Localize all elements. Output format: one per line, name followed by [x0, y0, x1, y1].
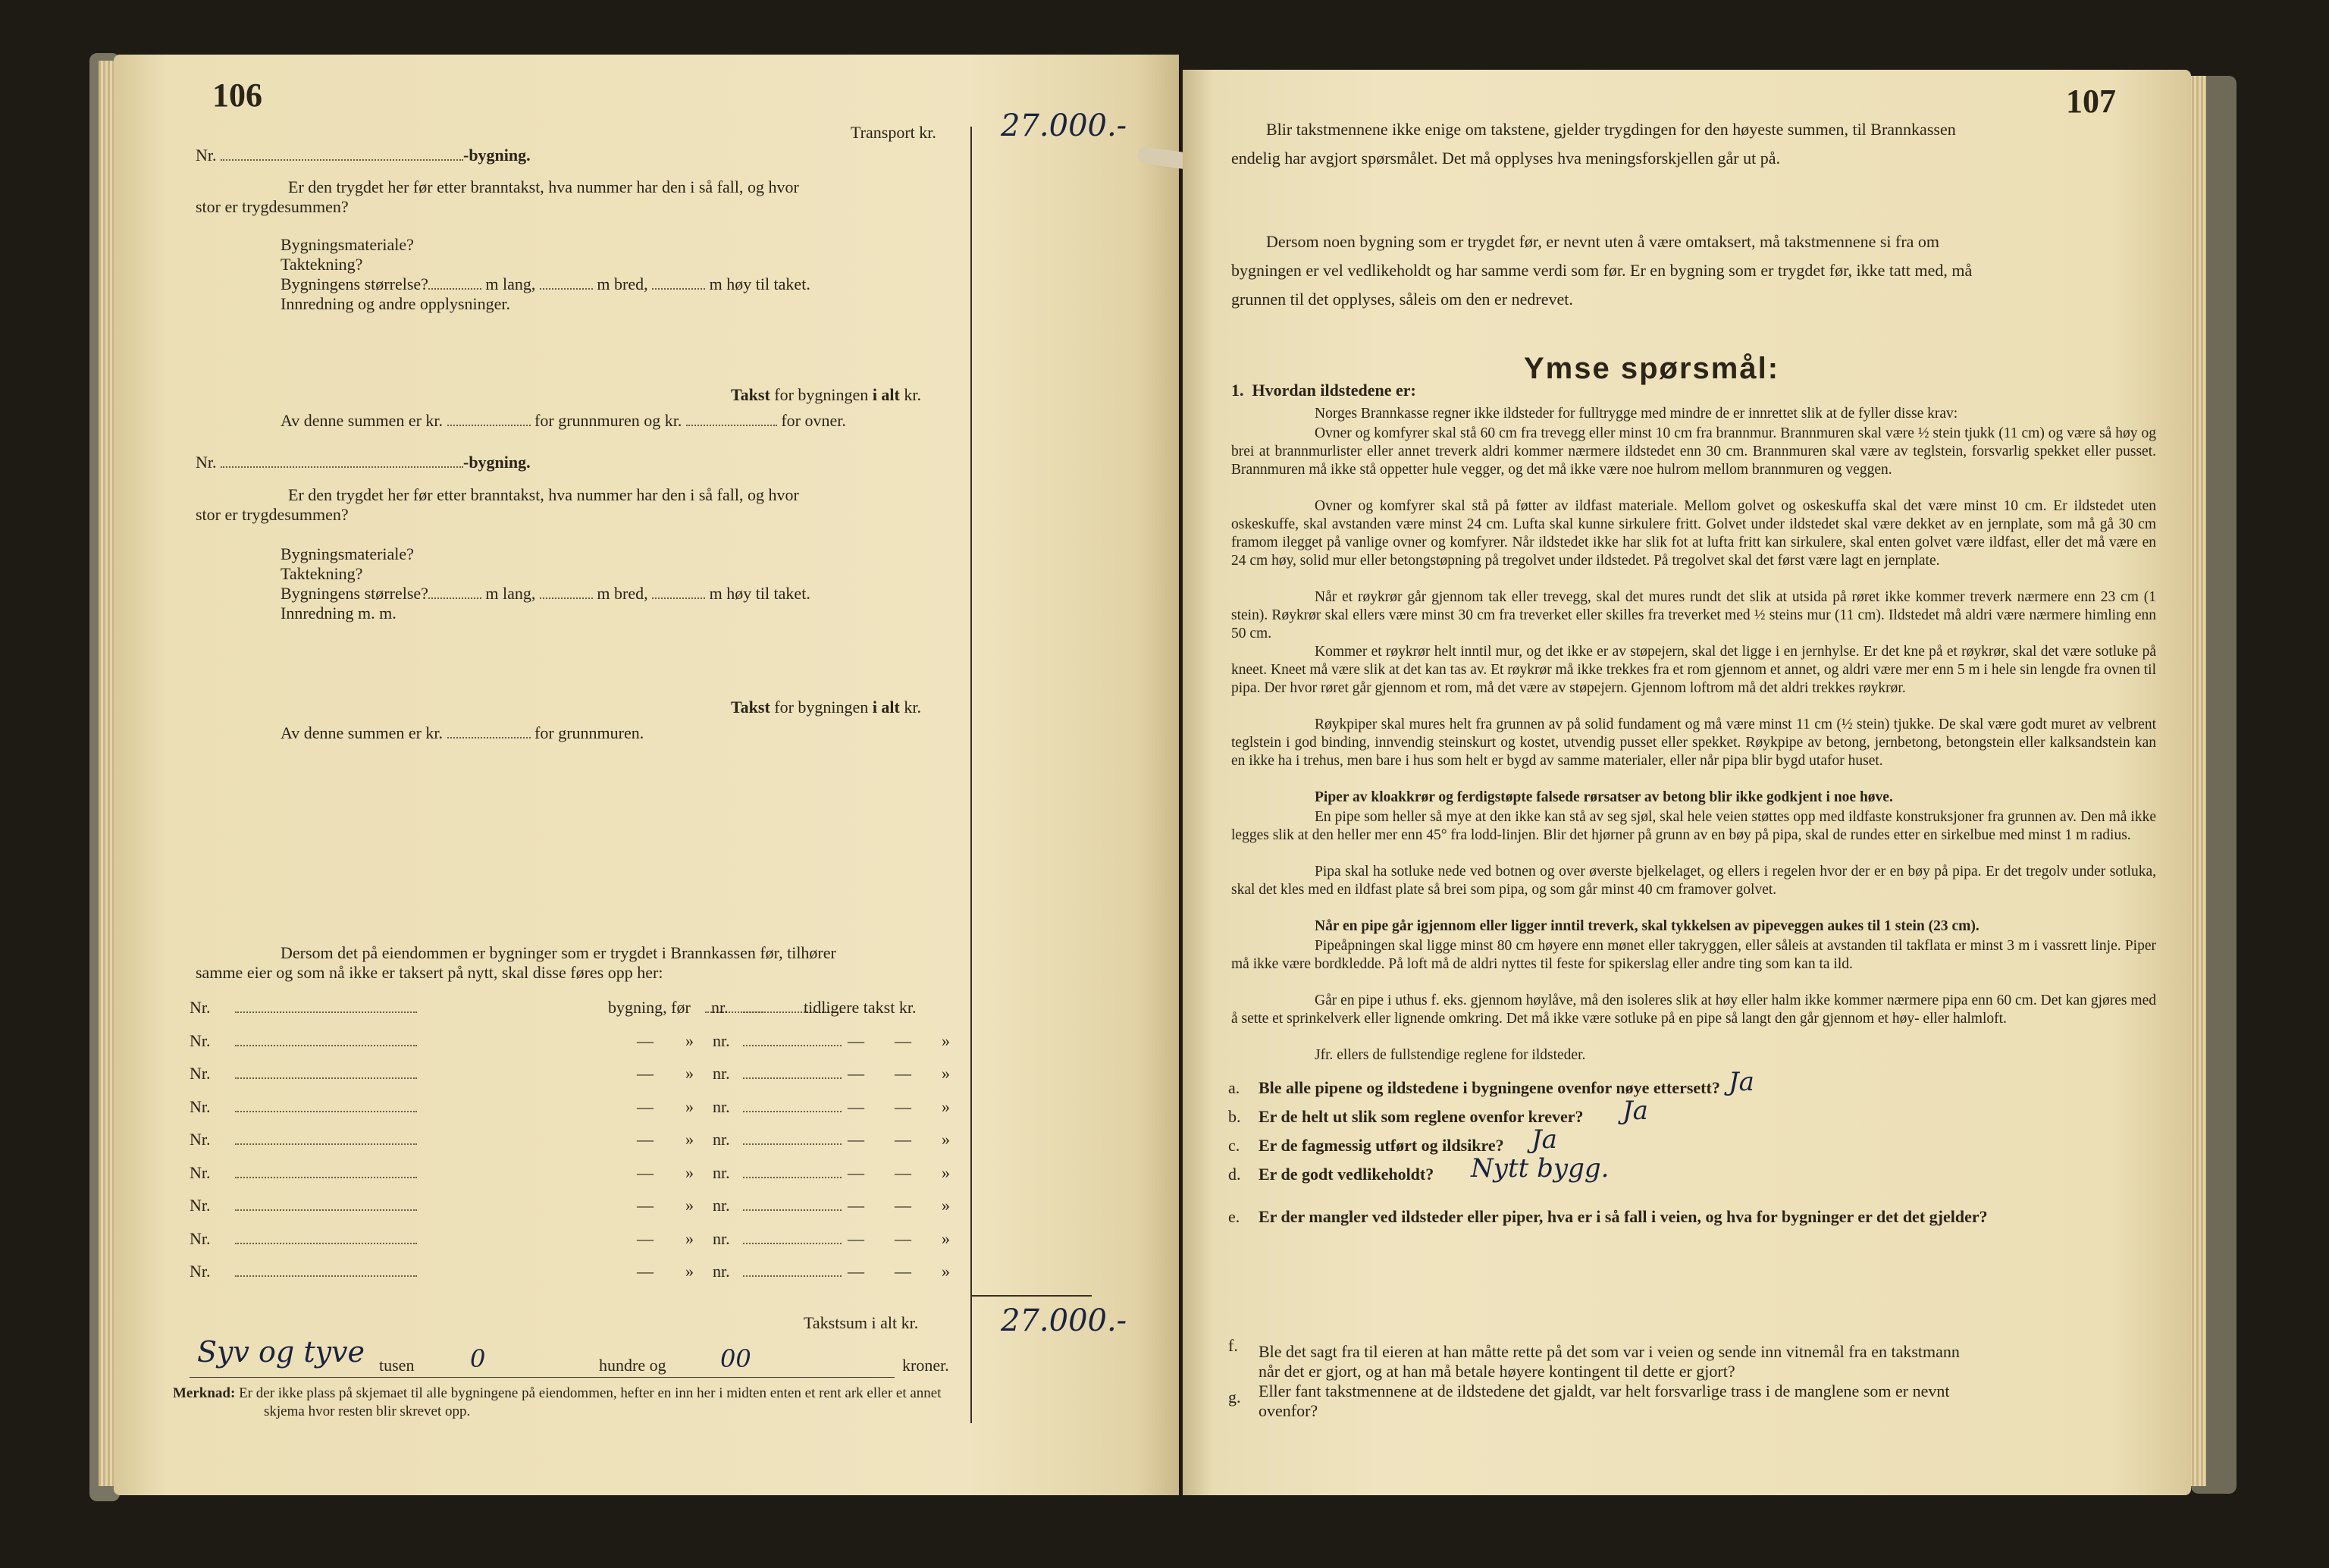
total-value: 27.000.- [1001, 1303, 1127, 1338]
page-number: 107 [2066, 83, 2116, 120]
previous-row-q: » [685, 1162, 694, 1182]
rule-paragraph: Norges Brannkasse regner ikke ildsteder for fulltrygge med mindre de er innrettet slik at de fyller disse krav: [1315, 406, 1958, 422]
column-rule [970, 127, 972, 1423]
previous-row-q: » [685, 1228, 694, 1248]
previous-row-c: tidligere takst kr. [804, 998, 917, 1017]
note: Merknad: Er der ikke plass på skjemaet til alle bygningene på eiendommen, hefter en inn her i midten enten et rent ark eller et annet [173, 1385, 942, 1401]
total-rule [970, 1295, 1092, 1297]
rule-paragraph: Når et røykrør går gjennom tak eller trevegg, skal det mures rundt det slik at utsida på røret ikke kommer treverk nærmere enn 23 cm (1 stein). Røykrør skal ellers være minst 30 cm fra treverket eller skilles fra treverket med ½ steins mur (11 cm). Ildstedet må aldri være nærmere himling enn 50 cm. [1231, 589, 2156, 641]
previous-row-e: » [942, 1064, 950, 1083]
previous-row-a: — [637, 1130, 654, 1149]
previous-row-nr: Nr. [190, 1262, 211, 1281]
building2-sum: Av denne summen er kr. for grunnmuren. [281, 723, 644, 742]
building2-nr: Nr. -bygning. [196, 453, 531, 472]
previous-row-e: » [942, 1162, 950, 1182]
paragraph-2-1: Dersom noen bygning som er trygdet før, er nevnt uten å være omtaksert, må takstmennene si fra om [1266, 232, 1940, 251]
building1-takst: Takst for bygningen i alt kr. [731, 385, 921, 404]
previous-row-q: » [685, 1096, 694, 1116]
question-answer: Ja [1531, 1124, 1557, 1155]
previous-row-a: — [637, 1196, 654, 1215]
building1-interior: Innredning og andre opplysninger. [281, 294, 511, 313]
previous-row-e: » [942, 1228, 950, 1248]
previous-row-c: — [848, 1130, 864, 1149]
dotted-leader [743, 1163, 842, 1183]
dotted-leader [235, 1064, 417, 1083]
previous-row-nr: Nr. [190, 1196, 211, 1215]
question-letter: a. [1228, 1078, 1240, 1097]
question-g-letter: g. [1228, 1388, 1241, 1406]
words-kroner: kroner. [902, 1356, 949, 1375]
building2-size: Bygningens størrelse? m lang, m bred, m høy til taket. [281, 584, 810, 603]
previous-row-e: » [942, 1030, 950, 1050]
previous-row-nr: Nr. [190, 998, 211, 1017]
paragraph-2-3: grunnen til det opplyses, såleis om den er nedrevet. [1231, 290, 1573, 309]
dotted-leader [235, 1196, 417, 1215]
question-answer: Ja [1622, 1096, 1648, 1126]
previous-row-c: — [848, 1228, 864, 1248]
building1-question: Er den trygdet her før etter branntakst, hva nummer har den i så fall, og hvor [288, 177, 799, 196]
previous-row-d: — [895, 1096, 911, 1116]
dotted-leader [235, 1262, 417, 1281]
building1-question-cont: stor er trygdesummen? [196, 197, 349, 216]
question-letter: d. [1228, 1165, 1241, 1184]
rule-paragraph: Pipa skal ha sotluke nede ved botnen og over øverste bjelkelaget, og ellers i regelen hvor der er en bøy på pipa. Er det tregolv under sotluka, skal det kles med en ildfast plate så brei som pipa, og som går minst 40 cm framover golvet. [1231, 864, 2156, 898]
previous-row-d: — [895, 1228, 911, 1248]
right-page [1183, 70, 2191, 1495]
total-label: Takstsum i alt kr. [804, 1313, 919, 1332]
previous-intro-2: samme eier og som nå ikke er taksert på nytt, skal disse føres opp her: [196, 963, 663, 982]
previous-row-nr: Nr. [190, 1228, 211, 1248]
rule-paragraph: En pipe som heller så mye at den ikke kan stå av seg sjøl, skal hele veien støttes opp med ildfaste konstruksjoner fra grunnen av. Den må ikke legges slik at den heller mer enn 45° fra lodd-linjen. Blir det hjørner på grunn av en bøy på pipa, skal de rundes etter en sirkelbue med minst 1 m radius. [1231, 809, 2156, 843]
dotted-leader [743, 1196, 842, 1215]
previous-row-q: » [685, 1196, 694, 1215]
words-tusen: tusen [379, 1356, 415, 1375]
dotted-leader [743, 1130, 842, 1149]
building1-nr: Nr. -bygning. [196, 146, 531, 165]
building2-roofing: Taktekning? [281, 564, 363, 583]
words-zero: 0 [470, 1344, 486, 1373]
previous-row-e: » [942, 1096, 950, 1116]
note-cont: skjema hvor resten blir skrevet opp. [264, 1403, 471, 1419]
previous-row-a: — [637, 1096, 654, 1116]
previous-row-c: — [848, 1030, 864, 1050]
previous-row-q: » [685, 1030, 694, 1050]
question-text: Er de fagmessig utført og ildsikre? [1259, 1136, 1504, 1155]
transport-value: 27.000.- [1001, 108, 1127, 143]
previous-row-d: — [895, 1262, 911, 1281]
previous-row-nr: Nr. [190, 1064, 211, 1083]
building2-material: Bygningsmateriale? [281, 544, 414, 563]
previous-row-nr: Nr. [190, 1096, 211, 1116]
rule-paragraph: Røykpiper skal mures helt fra grunnen av på solid fundament og må være minst 11 cm (½ stein) tjukke. De skal være godt muret av velbrent teglstein i god binding, innvendig steinskurt og kostet, utvendig pusset eller spekket. Røykpipe av betong, jernbetong, betongstein eller kalksandstein kan en ikke ha i trehus, men bare i hus som helt er bygd av samme materialer, eller når pipa blir bygd utafor huset. [1231, 717, 2156, 769]
paragraph-2-2: bygningen er vel vedlikeholdt og har samme verdi som før. Er en bygning som er trygdet før, ikke tatt med, må [1231, 261, 1973, 280]
building1-roofing: Taktekning? [281, 255, 363, 274]
previous-row-q: » [685, 1130, 694, 1149]
previous-row-q: » [685, 1064, 694, 1083]
question-text: Er der mangler ved ildsteder eller piper, hva er i så fall i veien, og hva for bygninger er det det gjelder? [1259, 1207, 1988, 1226]
dotted-leader [743, 1097, 842, 1117]
question-f-1: Ble det sagt fra til eieren at han måtte rette på det som var i veien og sende inn vitnemål fra en takstmann [1259, 1342, 1960, 1361]
rule-paragraph: Går en pipe i uthus f. eks. gjennom høylåve, må den isoleres slik at høy eller halm ikke kommer nærmere pipa enn 60 cm. Det kan gjøres med å sette et sprinkelverk eller lignende omkring. Det må ikke være sotluke på en pipe så langt den går gjennom et høy- eller halmloft. [1231, 993, 2156, 1027]
rule-paragraph: Ovner og komfyrer skal stå 60 cm fra trevegg eller minst 10 cm fra brannmur. Brannmuren skal være ½ stein tjukk (11 cm) og være så høy og brei at brannmurlister eller annet treverk aldri kommer nærmere ildstedet enn 30 cm. Brannmuren skal være av teglstein, forsvarlig spekket eller pusset. Brannmuren må ikke stå oppetter hule vegger, og det må ikke være noe hulrom mellom brannmuren og veggen. [1231, 425, 2156, 478]
question-letter: b. [1228, 1107, 1241, 1126]
dotted-leader [235, 1031, 417, 1051]
question-g-1: Eller fant takstmennene at de ildstedene det gjaldt, var helt forsvarlige trass i de manglene som er nevnt [1259, 1381, 1950, 1400]
dotted-leader [235, 1097, 417, 1117]
previous-row-q: » [685, 1262, 694, 1281]
previous-row-c: — [848, 1064, 864, 1083]
building2-question: Er den trygdet her før etter branntakst, hva nummer har den i så fall, og hvor [288, 485, 799, 504]
previous-row-e: » [942, 1196, 950, 1215]
question-text: Ble alle pipene og ildstedene i bygningene ovenfor nøye ettersett? [1259, 1078, 1720, 1097]
previous-row-d: — [895, 1030, 911, 1050]
rule-paragraph: Kommer et røykrør helt inntil mur, og det ikke er av støpejern, skal det ligge i en jernhylse. Er det kne på et røykrør, skal det være sotluke på kneet. Kneet må være slik at det kan tas av. Et røykrør må ikke trekkes fra et rom gjennom et annet, og aldri være mer enn 5 m i hele sin lengde fra ovnen til pipa. Der hvor røret går gjennom et rom, må det være av støpejern. Gjennom loftrom må det aldri trekkes røykrør. [1231, 644, 2156, 696]
question-text: Er de helt ut slik som reglene ovenfor krever? [1259, 1107, 1584, 1126]
previous-row-a: — [637, 1262, 654, 1281]
previous-row-c: — [848, 1096, 864, 1116]
previous-row-a: — [637, 1064, 654, 1083]
intro-1: Blir takstmennene ikke enige om takstene, gjelder trygdingen for den høyeste summen, til Brannkassen [1266, 120, 1956, 139]
transport-label: Transport kr. [851, 123, 936, 142]
words-rule [190, 1377, 895, 1378]
question-f-2: når det er gjort, og at han må betale høyere kontingent til dette er gjort? [1259, 1362, 1735, 1381]
previous-row-a: — [637, 1030, 654, 1050]
dotted-leader [743, 1229, 842, 1249]
previous-row-b: nr. [713, 1096, 730, 1116]
previous-row-a: — [637, 1162, 654, 1182]
question-g-2: ovenfor? [1259, 1401, 1318, 1420]
question-letter: e. [1228, 1207, 1240, 1226]
previous-row-d: — [895, 1162, 911, 1182]
previous-row-b: nr. [713, 1262, 730, 1281]
previous-row-e: » [942, 1130, 950, 1149]
page-number: 106 [212, 77, 262, 114]
building1-size: Bygningens størrelse? m lang, m bred, m høy til taket. [281, 274, 810, 293]
previous-row-c: — [848, 1262, 864, 1281]
previous-row-b: nr. [711, 998, 729, 1017]
previous-row-d: — [895, 1196, 911, 1215]
previous-row-d: — [895, 1130, 911, 1149]
dotted-leader [743, 1262, 842, 1281]
rule-paragraph: Pipeåpningen skal ligge minst 80 cm høyere enn mønet eller takryggen, eller såleis at avstanden til takflata er minst 3 m i vassrett linje. Piper må ikke være bordkledde. På loft må de aldri nyttes til feste for spikerslag eller andre ting som kan ta ild. [1231, 938, 2156, 972]
previous-row-b: nr. [713, 1130, 730, 1149]
rule-paragraph: Piper av kloakkrør og ferdigstøpte falsede rørsatser av betong blir ikke godkjent i noe høve. [1315, 789, 1893, 805]
dotted-leader [235, 998, 417, 1018]
question-answer: Nytt bygg. [1471, 1153, 1610, 1184]
previous-row-b: nr. [713, 1196, 730, 1215]
building1-sum: Av denne summen er kr. for grunnmuren og kr. for ovner. [281, 411, 846, 430]
previous-row-b: nr. [713, 1228, 730, 1248]
previous-row-b: nr. [713, 1064, 730, 1083]
dotted-leader [235, 1130, 417, 1149]
previous-row-c: — [848, 1162, 864, 1182]
left-page [114, 55, 1179, 1495]
previous-row-nr: Nr. [190, 1030, 211, 1050]
words-hundre: hundre og [599, 1356, 666, 1375]
rule-paragraph: Ovner og komfyrer skal stå på føtter av ildfast materiale. Mellom golvet og oskeskuffa skal det være minst 10 cm. Er ildstedet uten oskeskuffe, skal avstanden være minst 24 cm. Lufta skal kunne sirkulere fritt. Golvet under ildstedet skal være dekket av en jernplate, som må gå 30 cm framom ilegget på vanlige ovner og komfyrer. Når ildstedet ikke har slik fot at lufta fritt kan sirkulere, skal enten golvet være ildfast, eller det må være en 24 cm høy, solid mur eller betongstøpning på tregolvet under ildstedet. På tregolvet skal det først være lagt en jernplate. [1231, 498, 2156, 569]
dotted-leader [235, 1163, 417, 1183]
building2-takst: Takst for bygningen i alt kr. [731, 698, 921, 717]
words-oo: 00 [720, 1344, 751, 1373]
dotted-leader [743, 1064, 842, 1083]
previous-row-b: nr. [713, 1030, 730, 1050]
previous-row-d: — [895, 1064, 911, 1083]
previous-row-e: » [942, 1262, 950, 1281]
question-text: Er de godt vedlikeholdt? [1259, 1165, 1434, 1184]
rule-paragraph: Jfr. ellers de fullstendige reglene for ildsteder. [1315, 1047, 1586, 1063]
section-heading: Ymse spørsmål: [1524, 352, 1780, 385]
previous-row-b: nr. [713, 1162, 730, 1182]
question-answer: Ja [1729, 1067, 1754, 1097]
question-1: 1. Hvordan ildstedene er: [1231, 381, 1416, 400]
rule-paragraph: Når en pipe går igjennom eller ligger inntil treverk, skal tykkelsen av pipeveggen aukes til 1 stein (23 cm). [1315, 918, 1979, 934]
previous-intro-1: Dersom det på eiendommen er bygninger som er trygdet i Brannkassen før, tilhører [281, 943, 836, 962]
previous-row-a: — [637, 1228, 654, 1248]
question-letter: c. [1228, 1136, 1240, 1155]
amount-in-words: Syv og tyve [197, 1335, 365, 1369]
building1-material: Bygningsmateriale? [281, 235, 414, 254]
building2-interior: Innredning m. m. [281, 604, 397, 622]
previous-row-c: — [848, 1196, 864, 1215]
previous-row-nr: Nr. [190, 1162, 211, 1182]
intro-2: endelig har avgjort spørsmålet. Det må opplyses hva meningsforskjellen går ut på. [1231, 149, 1780, 168]
question-f-letter: f. [1228, 1336, 1238, 1355]
dotted-leader [743, 1031, 842, 1051]
dotted-leader [235, 1229, 417, 1249]
building2-question-cont: stor er trygdesummen? [196, 505, 349, 524]
previous-row-a: bygning, før [608, 998, 691, 1017]
previous-row-nr: Nr. [190, 1130, 211, 1149]
